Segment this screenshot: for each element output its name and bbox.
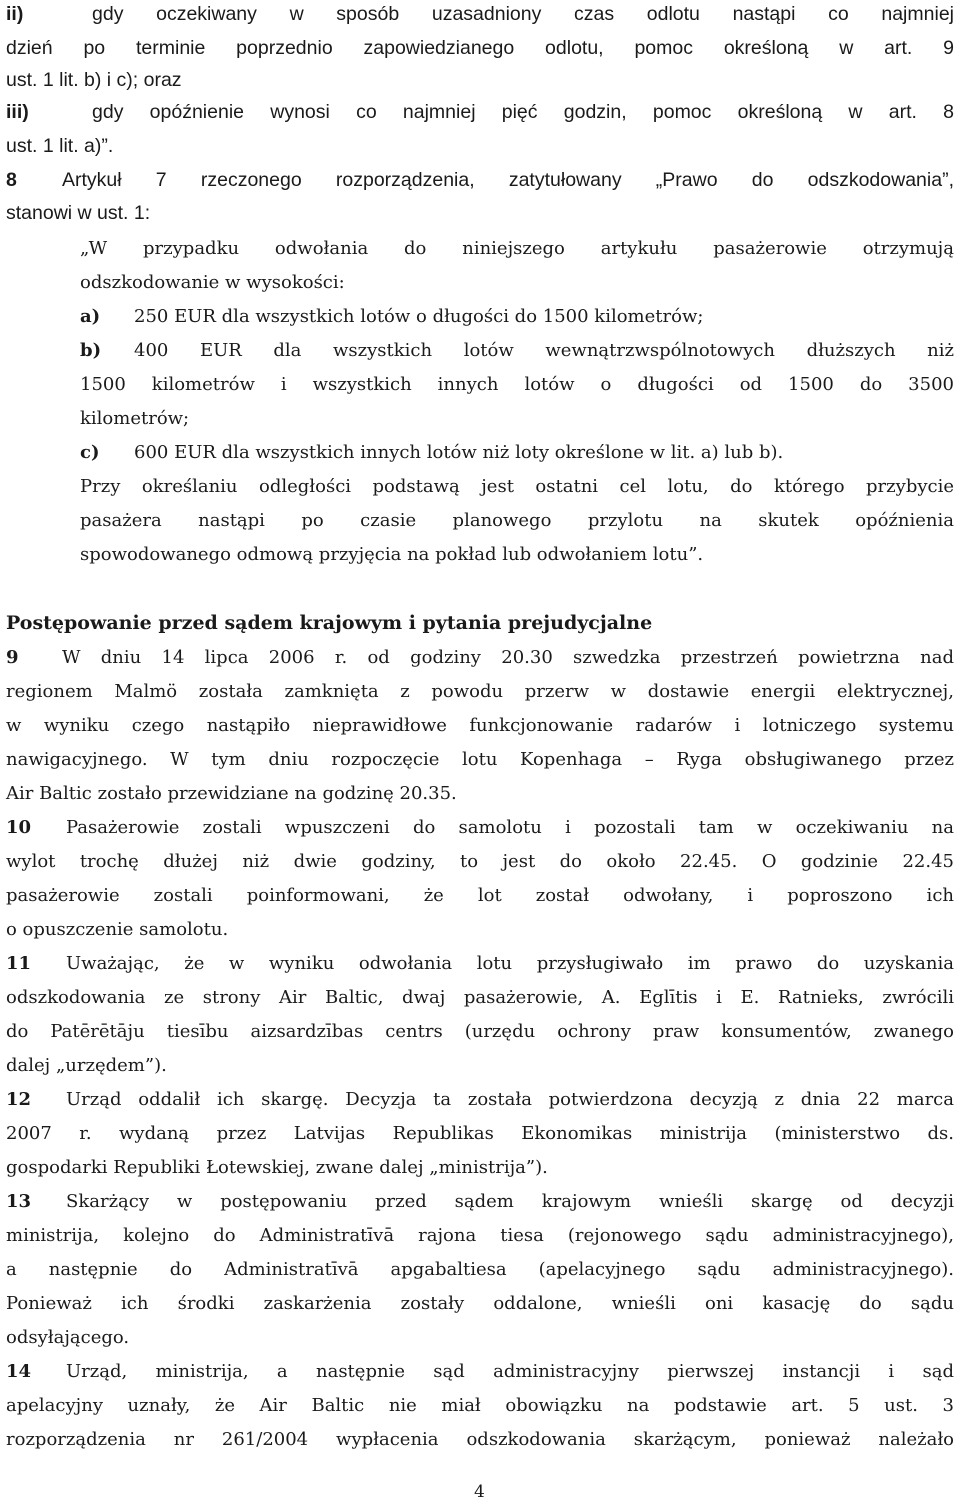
page-number: 4 <box>474 1482 485 1502</box>
text-line: Urząd, ministrija, a następnie sąd administracyjny pierwszej instancji i sąd <box>66 1361 954 1382</box>
text-line: nawigacyjnego. W tym dniu rozpoczęcie lotu Kopenhaga – Ryga obsługiwanego przez <box>6 749 954 770</box>
paragraph-number: 8 <box>6 169 17 191</box>
text-line: odszkodowania ze strony Air Baltic, dwaj pasażerowie, A. Eglītis i E. Ratnieks, zwrócili <box>6 987 954 1008</box>
text-line: rozporządzenia nr 261/2004 wypłacenia odszkodowania skarżącym, ponieważ należało <box>6 1429 954 1450</box>
quote-item-marker: b) <box>80 340 102 361</box>
quote-line: Przy określaniu odległości podstawą jest ostatni cel lotu, do którego przybycie <box>80 476 954 497</box>
quote-line: 400 EUR dla wszystkich lotów wewnątrzwspólnotowych dłuższych niż <box>134 340 954 361</box>
quote-line: 250 EUR dla wszystkich lotów o długości do 1500 kilometrów; <box>134 306 704 327</box>
quote-line: spowodowanego odmową przyjęcia na pokład lub odwołaniem lotu”. <box>80 544 704 565</box>
text-line: dalej „urzędem”). <box>6 1055 167 1076</box>
text-line: stanowi w ust. 1: <box>6 202 151 224</box>
text-line: Air Baltic zostało przewidziane na godzinę 20.35. <box>6 783 457 804</box>
quote-item-marker: c) <box>80 442 100 463</box>
paragraph-number: 11 <box>6 953 32 974</box>
text-line: ust. 1 lit. b) i c); oraz <box>6 69 182 91</box>
text-line: Urząd oddalił ich skargę. Decyzja ta została potwierdzona decyzją z dnia 22 marca <box>66 1089 954 1110</box>
text-line: o opuszczenie samolotu. <box>6 919 229 940</box>
quote-line: odszkodowanie w wysokości: <box>80 272 345 293</box>
text-line: wylot trochę dłużej niż dwie godziny, to jest do około 22.45. O godzinie 22.45 <box>6 851 954 872</box>
quote-line: kilometrów; <box>80 408 190 429</box>
text-line: apelacyjny uznały, że Air Baltic nie miał obowiązku na podstawie art. 5 ust. 3 <box>6 1395 954 1416</box>
text-line: pasażerowie zostali poinformowani, że lot został odwołany, i poproszono ich <box>6 885 954 906</box>
text-line: Artykuł 7 rzeczonego rozporządzenia, zatytułowany „Prawo do odszkodowania”, <box>62 169 954 191</box>
quote-line: 600 EUR dla wszystkich innych lotów niż loty określone w lit. a) lub b). <box>134 442 784 463</box>
text-line: dzień po terminie poprzednio zapowiedzianego odlotu, pomoc określoną w art. 9 <box>6 37 954 59</box>
text-line: Pasażerowie zostali wpuszczeni do samolotu i pozostali tam w oczekiwaniu na <box>66 817 954 838</box>
section-heading: Postępowanie przed sądem krajowym i pytania prejudycjalne <box>6 612 653 634</box>
list-marker-ii: ii) <box>6 3 24 25</box>
paragraph-number: 14 <box>6 1361 32 1382</box>
text-line: gdy opóźnienie wynosi co najmniej pięć godzin, pomoc określoną w art. 8 <box>92 101 954 123</box>
text-line: w wyniku czego nastąpiło nieprawidłowe funkcjonowanie radarów i lotniczego systemu <box>6 715 954 736</box>
paragraph-number: 13 <box>6 1191 32 1212</box>
text-line: 2007 r. wydaną przez Latvijas Republikas Ekonomikas ministrija (ministerstwo ds. <box>6 1123 954 1144</box>
quote-line: pasażera nastąpi po czasie planowego przylotu na skutek opóźnienia <box>80 510 954 531</box>
paragraph-number: 9 <box>6 647 19 668</box>
text-line: odsyłającego. <box>6 1327 130 1348</box>
quote-line: 1500 kilometrów i wszystkich innych lotów o długości od 1500 do 3500 <box>80 374 954 395</box>
list-marker-iii: iii) <box>6 101 29 123</box>
text-line: gdy oczekiwany w sposób uzasadniony czas odlotu nastąpi co najmniej <box>92 3 954 25</box>
text-line: Ponieważ ich środki zaskarżenia zostały oddalone, wnieśli oni kasację do sądu <box>6 1293 954 1314</box>
text-line: ust. 1 lit. a)”. <box>6 135 114 157</box>
text-line: a następnie do Administratīvā apgabaltiesa (apelacyjnego sądu administracyjnego). <box>6 1259 954 1280</box>
quote-line: „W przypadku odwołania do niniejszego artykułu pasażerowie otrzymują <box>80 238 954 259</box>
text-line: Uważając, że w wyniku odwołania lotu przysługiwało im prawo do uzyskania <box>66 953 954 974</box>
text-line: Skarżący w postępowaniu przed sądem krajowym wnieśli skargę od decyzji <box>66 1191 954 1212</box>
text-line: regionem Malmö została zamknięta z powodu przerw w dostawie energii elektrycznej, <box>6 681 954 702</box>
text-line: do Patērētāju tiesību aizsardzības centrs (urzędu ochrony praw konsumentów, zwanego <box>6 1021 954 1042</box>
text-line: W dniu 14 lipca 2006 r. od godziny 20.30 szwedzka przestrzeń powietrzna nad <box>62 647 954 668</box>
quote-item-marker: a) <box>80 306 101 327</box>
paragraph-number: 10 <box>6 817 32 838</box>
paragraph-number: 12 <box>6 1089 32 1110</box>
text-line: ministrija, kolejno do Administratīvā rajona tiesa (rejonowego sądu administracyjnego), <box>6 1225 954 1246</box>
text-line: gospodarki Republiki Łotewskiej, zwane dalej „ministrija”). <box>6 1157 548 1178</box>
